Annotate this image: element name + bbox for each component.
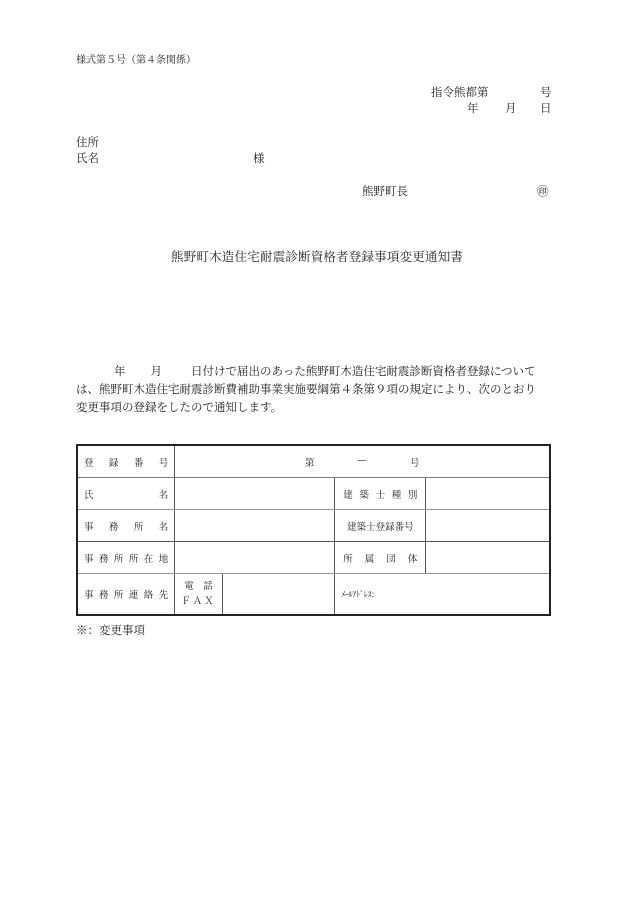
form-number: 様式第５号（第４条関係）	[76, 55, 196, 66]
fax-label: ＦＡＸ	[181, 596, 216, 607]
architect-type-label: 建 築 士 種 別	[335, 478, 426, 510]
registration-number-dash: —	[357, 454, 367, 466]
body-line-1	[76, 362, 556, 380]
body-line-3: 変更事項の登録をしたので通知します。	[76, 400, 283, 414]
office-name-value[interactable]	[175, 510, 335, 542]
office-address-label: 事 務 所 所 在 地	[77, 542, 175, 574]
tel-label: 電 話	[184, 581, 213, 592]
body-paragraph	[76, 362, 556, 416]
footnote: ※：変更事項	[76, 623, 145, 637]
registration-number-label: 登 録 番 号	[77, 445, 175, 478]
registration-number-value[interactable]	[175, 445, 550, 478]
seal-icon: ㊞	[537, 184, 549, 198]
table-row	[77, 510, 550, 542]
name-label: 氏 名	[77, 478, 175, 510]
table-row	[77, 478, 550, 510]
architect-reg-number-label: 建築士登録番号	[335, 510, 426, 542]
registration-number-go: 号	[409, 457, 420, 469]
recipient-honorific: 様	[253, 151, 265, 165]
sender-title: 熊野町長	[362, 184, 408, 198]
tel-fax-value[interactable]	[222, 574, 334, 616]
recipient-address-label: 住所	[76, 135, 99, 149]
architect-reg-number-value[interactable]	[426, 510, 550, 542]
recipient-name-label: 氏名	[76, 151, 99, 165]
body-line-2: は、熊野町木造住宅耐震診断費補助事業実施要綱第４条第９項の規定により、次のとおり	[76, 382, 536, 396]
office-contact-label: 事 務 所 連 絡 先	[77, 574, 175, 616]
date-day-label: 日	[540, 101, 552, 115]
office-name-label: 事 務 所 名	[77, 510, 175, 542]
tel-fax-label	[175, 574, 223, 616]
email-field[interactable]	[335, 574, 550, 616]
affiliation-label: 所 属 団 体	[335, 542, 426, 574]
affiliation-value[interactable]	[426, 542, 550, 574]
reference-suffix: 号	[540, 85, 552, 99]
body-line-1-text: 日付けで届出のあった熊野町木造住宅耐震診断資格者登録について	[191, 364, 536, 378]
registration-table	[76, 444, 551, 616]
table-row	[77, 542, 550, 574]
date-year-label: 年	[467, 101, 479, 115]
reference-prefix: 指令熊都第	[431, 85, 489, 99]
body-year: 年	[114, 364, 126, 378]
table-row	[77, 445, 550, 478]
date-month-label: 月	[505, 101, 517, 115]
registration-number-dai: 第	[304, 457, 315, 469]
name-value[interactable]	[175, 478, 335, 510]
office-address-value[interactable]	[175, 542, 335, 574]
email-label: ﾒｰﾙｱﾄﾞﾚｽ：	[341, 589, 379, 599]
architect-type-value[interactable]	[426, 478, 550, 510]
body-month: 月	[150, 364, 162, 378]
table-row	[77, 574, 550, 616]
document-title: 熊野町木造住宅耐震診断資格者登録事項変更通知書	[171, 249, 464, 264]
